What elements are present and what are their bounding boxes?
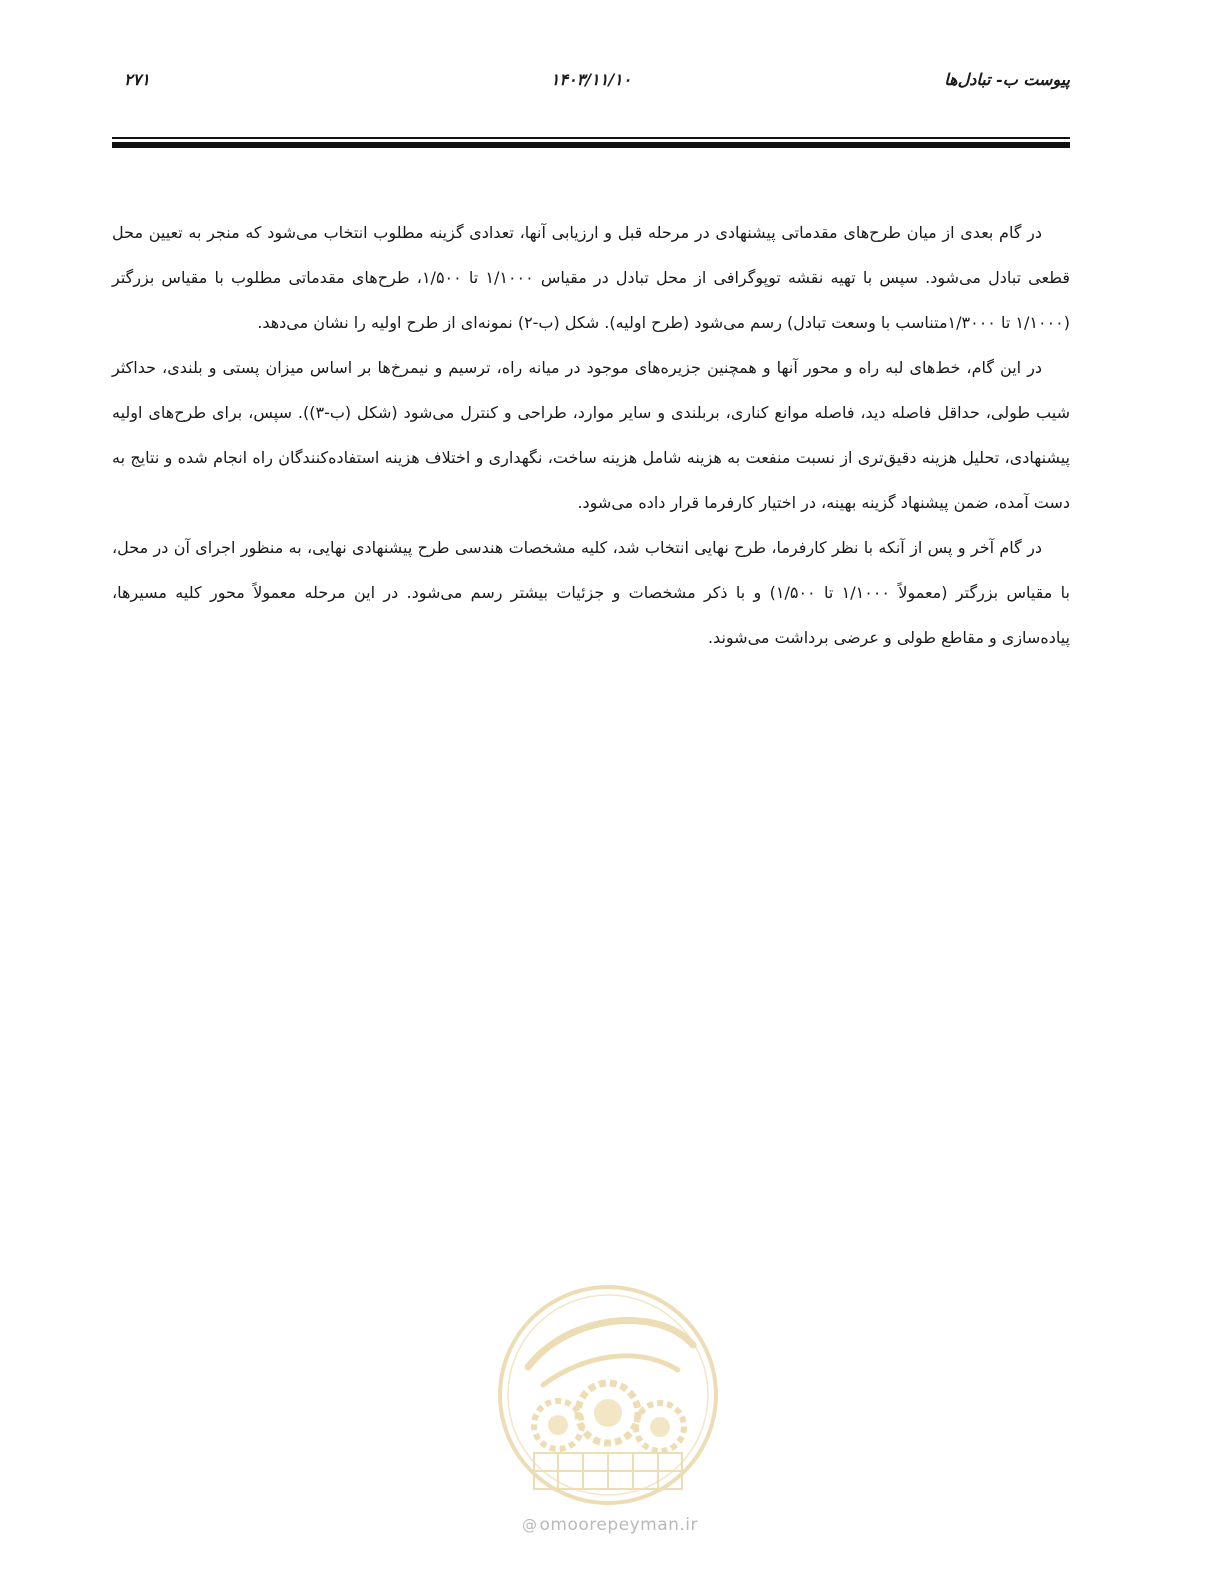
page-number: ۲۷۱ <box>124 70 150 89</box>
header-date: ۱۴۰۳/۱۱/۱۰ <box>550 70 632 89</box>
running-title: پیوست ب- تبادل‌ها <box>944 70 1070 89</box>
paragraph-1: در گام بعدی از میان طرح‌های مقدماتی پیشنهادی در مرحله قبل و ارزیابی آنها، تعدادی گزینه مطلوب انتخاب می‌شود که منجر به تعیین محل قطعی تبادل می‌شود. سپس با تهیه نقشه توپوگرافی از محل تبادل در مقیاس ۱/۱۰۰۰ تا ۱/۵۰۰، طرح‌های مقدماتی مطلوب با مقیاس بزرگتر (۱/۱۰۰۰ تا ۱/۳۰۰۰متناسب با وسعت تبادل) رسم می‌شود (طرح اولیه). شکل (ب-۲) نمونه‌ای از طرح اولیه را نشان می‌دهد. <box>112 223 1071 332</box>
paragraph-2: در این گام، خط‌های لبه راه و محور آنها و همچنین جزیره‌های موجود در میانه راه، ترسیم و نیمرخ‌ها بر اساس میزان پستی و بلندی، حداکثر شیب طولی، حداقل فاصله دید، فاصله موانع کناری، بربلندی و سایر موارد، طراحی و کنترل می‌شود (شکل (ب-۳)). سپس، برای طرح‌های اولیه پیشنهادی، تحلیل هزینه دقیق‌تری از نسبت منفعت به هزینه شامل هزینه ساخت، نگهداری و اختلاف هزینه استفاده‌کنندگان راه انجام شده و نتایج به دست آمده، ضمن پیشنهاد گزینه بهینه، در اختیار کارفرما قرار داده می‌شود. <box>112 358 1071 512</box>
watermark-website <box>500 1515 720 1535</box>
header-rule-thin <box>112 137 1070 139</box>
paragraph-3: در گام آخر و پس از آنکه با نظر کارفرما، طرح نهایی انتخاب شد، کلیه مشخصات هندسی طرح پیشنهادی نهایی، به منظور اجرای آن در محل، با مقیاس بزرگتر (معمولاً ۱/۱۰۰۰ تا ۱/۵۰۰) و با ذکر مشخصات و جزئیات بیشتر رسم می‌شود. در این مرحله معمولاً محور کلیه مسیرها، پیاده‌سازی و مقاطع طولی و عرضی برداشت می‌شوند. <box>112 538 1070 647</box>
at-sign-icon: @ <box>521 1516 538 1534</box>
website-text: omoorepeyman.ir <box>539 1515 699 1535</box>
watermark-seal-logo <box>488 1275 728 1515</box>
header-rule-thick <box>112 142 1070 148</box>
page-header <box>112 70 1070 104</box>
body-text <box>112 210 1070 660</box>
